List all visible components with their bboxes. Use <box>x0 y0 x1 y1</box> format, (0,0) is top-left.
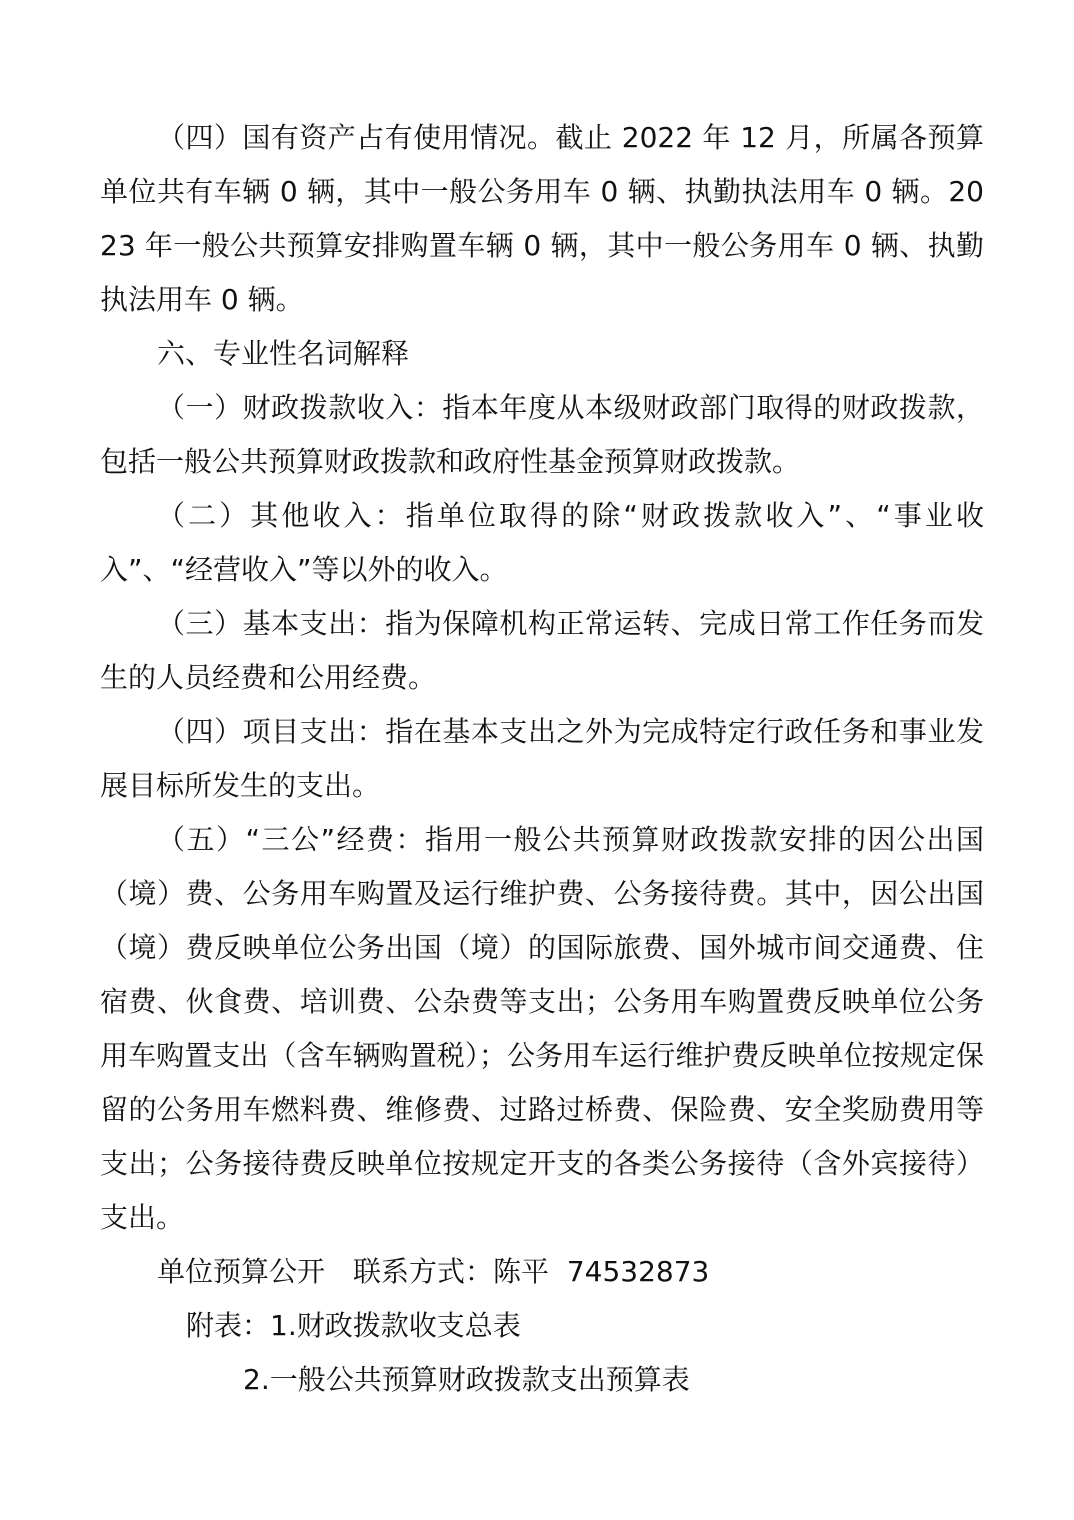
term-other-income: （二）其他收入：指单位取得的除“财政拨款收入”、“事业收入”、“经营收入”等以外的收入。 <box>100 499 984 586</box>
contact-line <box>157 1245 709 1299</box>
assets-paragraph: （四）国有资产占有使用情况。截止 2022 年 12 月，所属各预算单位共有车辆 0 辆，其中一般公务用车 0 辆、执勤执法用车 0 辆。2023 年一般公共预算安排购置车辆 0 辆，其中一般公务用车 0 辆、执勤执法用车 0 辆。 <box>100 121 984 316</box>
attachment-item-1: 附表：1.财政拨款收支总表 <box>186 1309 521 1342</box>
term-fiscal-income: （一）财政拨款收入：指本年度从本级财政部门取得的财政拨款，包括一般公共预算财政拨款和政府性基金预算财政拨款。 <box>100 391 984 478</box>
attachment-item-2: 2.一般公共预算财政拨款支出预算表 <box>243 1363 690 1396</box>
contact-phone: 74532873 <box>566 1255 710 1288</box>
term-basic-expenditure: （三）基本支出：指为保障机构正常运转、完成日常工作任务而发生的人员经费和公用经费。 <box>100 607 984 694</box>
section-heading: 六、专业性名词解释 <box>157 337 410 370</box>
term-project-expenditure: （四）项目支出：指在基本支出之外为完成特定行政任务和事业发展目标所发生的支出。 <box>100 715 984 802</box>
contact-label: 单位预算公开 联系方式：陈平 <box>157 1255 550 1288</box>
term-three-public-expenses: （五）“三公”经费：指用一般公共预算财政拨款安排的因公出国（境）费、公务用车购置及运行维护费、公务接待费。其中，因公出国（境）费反映单位公务出国（境）的国际旅费、国外城市间交通费、住宿费、伙食费、培训费、公杂费等支出；公务用车购置费反映单位公务用车购置支出（含车辆购置税）；公务用车运行维护费反映单位按规定保留的公务用车燃料费、维修费、过路过桥费、保险费、安全奖励费用等支出；公务接待费反映单位按规定开支的各类公务接待（含外宾接待）支出。 <box>100 823 984 1234</box>
